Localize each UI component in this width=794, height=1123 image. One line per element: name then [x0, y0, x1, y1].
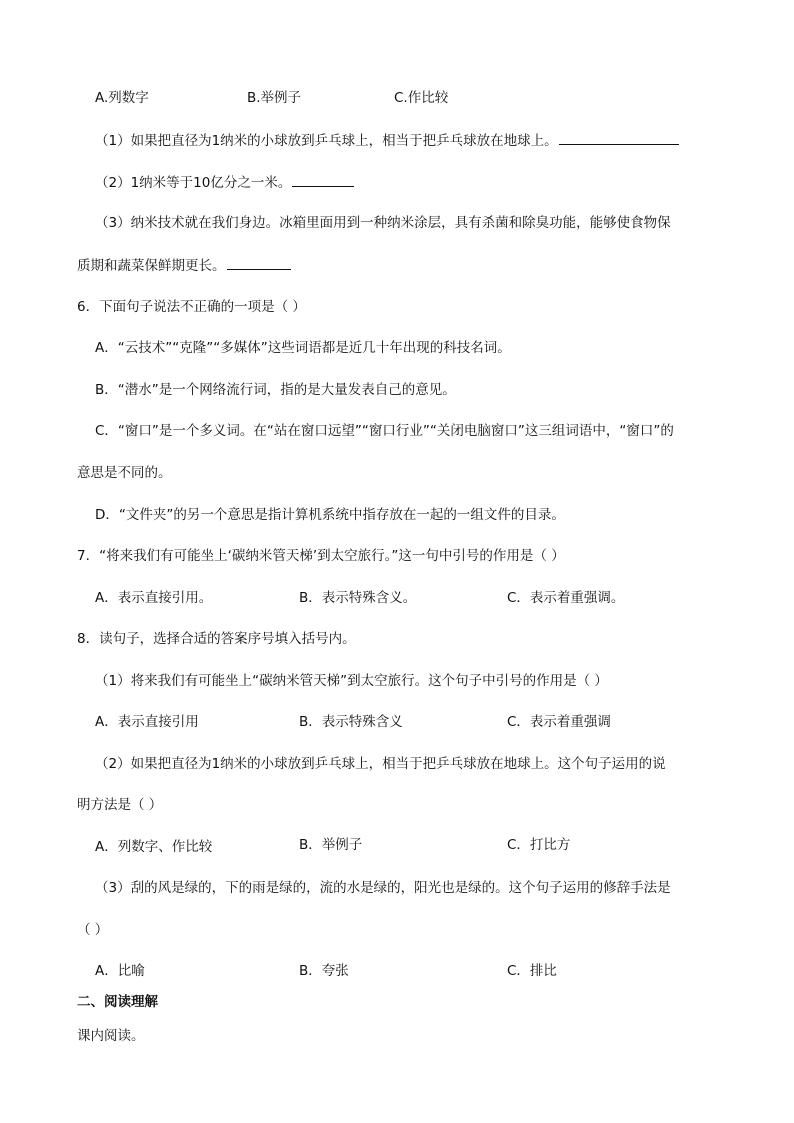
q8-sub3-stem-line1: （3）刮的风是绿的，下的雨是绿的，流的水是绿的，阳光也是绿的。这个句子运用的修辞手法是: [95, 880, 671, 896]
q8-sub2-stem-line1: （2）如果把直径为1纳米的小球放到乒乓球上，相当于把乒乓球放在地球上。这个句子运用的说: [95, 756, 666, 772]
q8-sub1-option-b: B．表示特殊含义: [299, 714, 403, 730]
q8-sub2-option-b: B．举例子: [299, 837, 363, 853]
q7-option-c: C．表示着重强调。: [507, 590, 625, 606]
q6-option-c-line2: 意思是不同的。: [77, 465, 172, 481]
q6-option-b: B．“潜水”是一个网络流行词，指的是大量发表自己的意见。: [95, 382, 456, 398]
q6-stem: 6．下面句子说法不正确的一项是（ ）: [77, 299, 306, 315]
answer-blank[interactable]: [227, 255, 291, 270]
q5-option-b: B.举例子: [247, 90, 302, 106]
q8-sub2-option-a: A．列数字、作比较: [95, 839, 213, 855]
q8-sub1-option-c: C．表示着重强调: [507, 714, 611, 730]
answer-blank[interactable]: [292, 172, 354, 187]
q8-stem: 8．读句子，选择合适的答案序号填入括号内。: [77, 631, 356, 647]
q6-option-a: A．“云技术”“克隆”“多媒体”这些词语都是近几十年出现的科技名词。: [95, 340, 511, 356]
q5-item-1-text: （1）如果把直径为1纳米的小球放到乒乓球上，相当于把乒乓球放在地球上。: [95, 133, 558, 149]
q5-item-2-text: （2）1纳米等于10亿分之一米。: [95, 175, 292, 191]
section-intro: 课内阅读。: [77, 1028, 145, 1044]
q8-sub2-stem-line2: 明方法是（ ）: [77, 797, 163, 813]
q7-option-b: B．表示特殊含义。: [299, 590, 417, 606]
q8-sub3-stem-line2: （ ）: [77, 922, 109, 938]
q8-sub1-option-a: A．表示直接引用: [95, 714, 199, 730]
q5-item-3-line1: （3）纳米技术就在我们身边。冰箱里面用到一种纳米涂层，具有杀菌和除臭功能，能够使食物保: [95, 215, 671, 231]
section-heading: 二、阅读理解: [77, 994, 158, 1010]
q5-item-3-line2: [77, 255, 291, 276]
q8-sub3-option-c: C．排比: [507, 963, 557, 979]
q8-sub3-option-b: B．夸张: [299, 963, 349, 979]
q8-sub2-option-c: C．打比方: [507, 837, 571, 853]
q5-item-1: [95, 130, 679, 151]
q7-stem: 7．“将来我们有可能坐上‘碳纳米管天梯’到太空旅行。”这一句中引号的作用是（ ）: [77, 548, 565, 564]
q8-sub1-stem: （1）将来我们有可能坐上“碳纳米管天梯”到太空旅行。这个句子中引号的作用是（ ）: [95, 673, 608, 689]
q5-item-3-text: 质期和蔬菜保鲜期更长。: [77, 258, 226, 274]
q5-item-2: [95, 172, 354, 193]
q8-sub3-option-a: A．比喻: [95, 963, 145, 979]
q6-option-d: D．“文件夹”的另一个意思是指计算机系统中指存放在一起的一组文件的目录。: [95, 507, 565, 523]
q7-option-a: A．表示直接引用。: [95, 590, 213, 606]
answer-blank[interactable]: [559, 130, 679, 145]
q5-option-a: A.列数字: [95, 90, 149, 106]
q6-option-c-line1: C．“窗口”是一个多义词。在“站在窗口远望”“窗口行业”“关闭电脑窗口”这三组词语中，“窗口”的: [95, 423, 674, 439]
q5-option-c: C.作比较: [394, 90, 449, 106]
